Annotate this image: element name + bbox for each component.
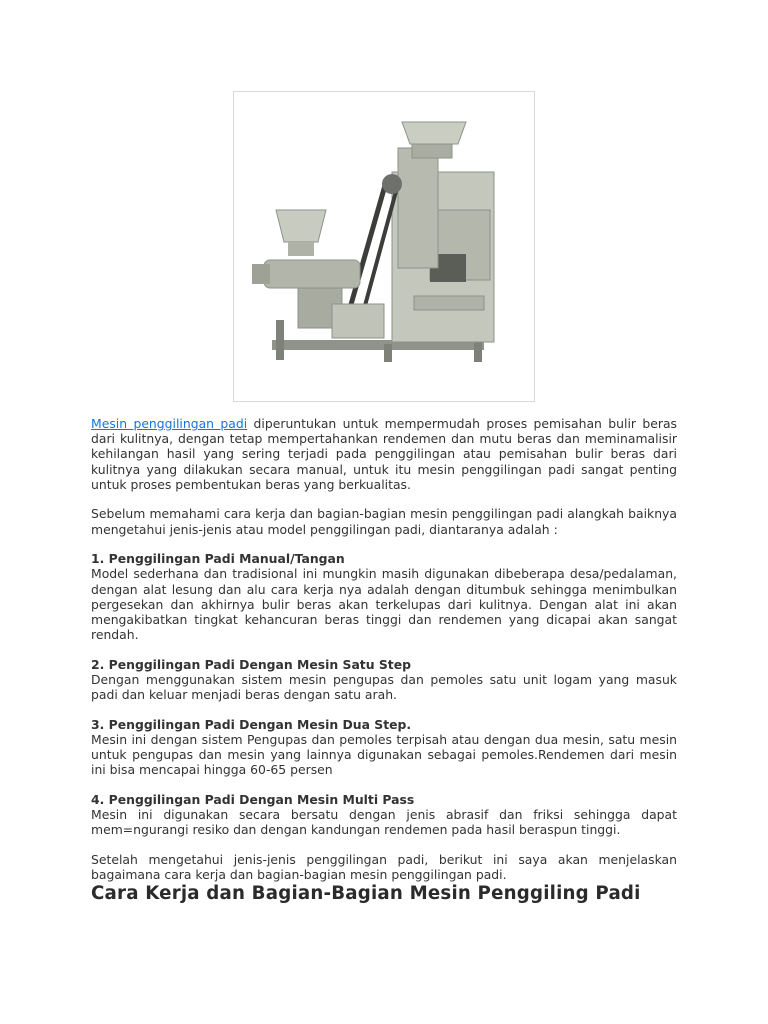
section-satu-step — [91, 657, 677, 703]
closing-paragraph: Setelah mengetahui jenis-jenis penggilingan padi, berikut ini saya akan menjelaskan bagaimana cara kerja dan bagian-bagian mesin penggilingan padi. — [91, 852, 677, 883]
section-body: Model sederhana dan tradisional ini mungkin masih digunakan dibeberapa desa/pedalaman, dengan alat lesung dan alu cara kerja nya adalah dengan ditumbuk sehingga menimbulkan pergesekan dan akhirnya bulir beras akan terkelupas dari kulitnya. Dengan alat ini akan mengakibatkan tingkat kehancuran beras tinggi dan rendemen yang dicapai akan sangat rendah. — [91, 566, 677, 643]
section-dua-step — [91, 717, 677, 778]
intro-paragraph — [91, 416, 677, 492]
section-multi-pass — [91, 792, 677, 838]
top-hopper-neck — [412, 144, 452, 158]
intro-text: diperuntukan untuk mempermudah proses pemisahan bulir beras dari kulitnya, dengan tetap mempertahankan rendemen dan mutu beras dan meminamalisir kehilangan hasil yang sering terjadi pada penggilingan atau pemisahan bulir beras dari kulitnya yang dilakukan secara manual, untuk itu mesin penggilingan padi sangat penting untuk proses pembentukan beras yang berkualitas. — [91, 416, 677, 492]
article-content — [91, 416, 677, 905]
types-intro-paragraph: Sebelum memahami cara kerja dan bagian-bagian mesin penggilingan padi alangkah baiknya mengetahui jenis-jenis atau model penggilingan padi, diantaranya adalah : — [91, 506, 677, 537]
motor — [332, 304, 384, 338]
section-body: Mesin ini dengan sistem Pengupas dan pemoles terpisah atau dengan dua mesin, satu mesin untuk pengupas dan mesin yang lainnya digunakan sebagai pemoles.Rendemen dari mesin ini bisa mencapai hingga 60-65 persen — [91, 732, 677, 778]
section-manual — [91, 551, 677, 642]
section-title: Cara Kerja dan Bagian-Bagian Mesin Penggiling Padi — [91, 883, 641, 905]
side-hopper-neck — [288, 242, 314, 256]
machine-leg — [384, 344, 392, 362]
section-body: Dengan menggunakan sistem mesin pengupas dan pemoles satu unit logam yang masuk padi dan keluar menjadi beras dengan satu arah. — [91, 672, 677, 703]
section-body: Mesin ini digunakan secara bersatu dengan jenis abrasif dan friksi sehingga dapat mem=ngurangi resiko dan dengan kandungan rendemen pada hasil beraspun tinggi. — [91, 807, 677, 838]
huller-outlet — [252, 264, 270, 284]
huller-unit — [264, 260, 360, 288]
machine-lower-panel — [414, 296, 484, 310]
side-hopper — [276, 210, 326, 242]
mesin-penggilingan-padi-link[interactable]: Mesin penggilingan padi — [91, 416, 248, 431]
section-heading: 1. Penggilingan Padi Manual/Tangan — [91, 551, 345, 567]
rice-mill-machine-image — [233, 91, 535, 402]
machine-leg — [276, 320, 284, 360]
section-heading: 2. Penggilingan Padi Dengan Mesin Satu Step — [91, 656, 411, 672]
section-heading: 3. Penggilingan Padi Dengan Mesin Dua Step. — [91, 716, 412, 732]
top-hopper — [402, 122, 466, 144]
machine-column — [398, 148, 438, 268]
upper-pulley — [382, 174, 402, 194]
section-heading: 4. Penggilingan Padi Dengan Mesin Multi Pass — [91, 792, 415, 808]
rice-mill-illustration — [234, 92, 534, 401]
